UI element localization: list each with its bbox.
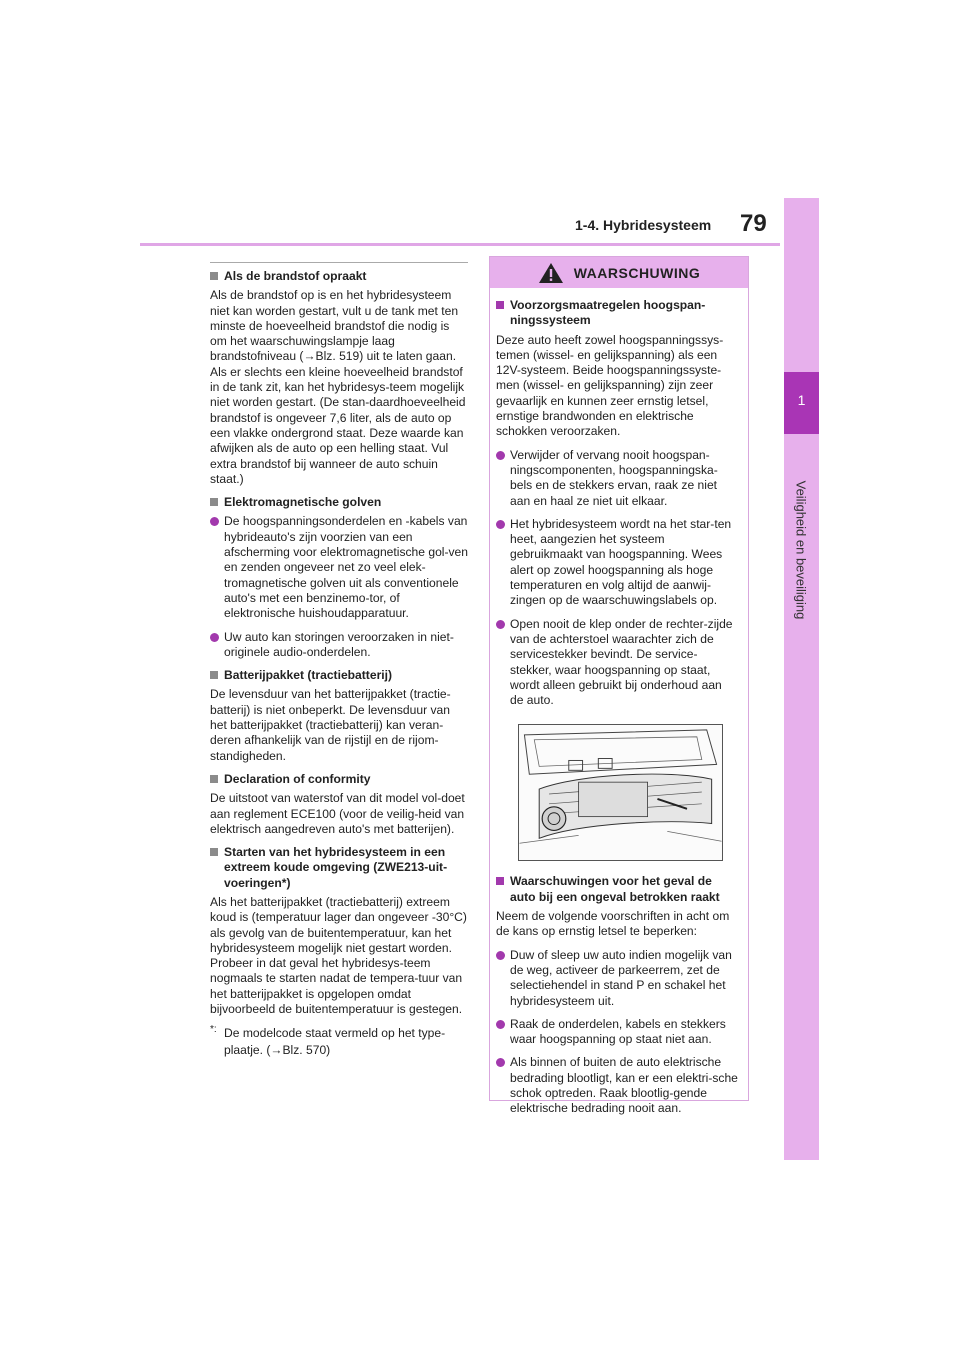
page-number: 79 xyxy=(740,210,767,237)
paragraph-cold-start: Als het batterijpakket (tractiebatterij) extreem koud is (temperatuur lager dan ongeveer -30°C) als gevolg van de buitentemperatuur, kan het hybridesysteem mogelijk niet gestart worden. Probeer in dat geval het hybridesys-teem nogmaals te starten nadat de tempera-tuur van het batterijpakket is opgelopen omdat bijvoorbeeld de buitentemperatuur is gestegen. xyxy=(210,894,467,1017)
chapter-number: 1 xyxy=(797,392,806,408)
warning-heading-accident: Waarschuwingen voor het geval de auto bij een ongeval betrokken raakt xyxy=(496,874,738,905)
heading-cold-start: Starten van het hybridesysteem in een extreem koude omgeving (ZWE213-uit-voeringen*) xyxy=(210,845,468,891)
section-title: 1-4. Hybridesysteem xyxy=(575,217,712,233)
bullet-em-1: De hoogspanningsonderdelen en -kabels van hybrideauto's zijn voorzien van een afscherming voor elektromagnetische gol-ven en zenden ongeveer net zo veel elek-tromagnetische golven uit als conventionele auto's met een benzinemo-tor, of elektronische huishoudapparatuur. xyxy=(210,514,468,621)
heading-em-waves: Elektromagnetische golven xyxy=(210,495,468,510)
paragraph-conformity: De uitstoot van waterstof van dit model vol-doet aan reglement ECE100 (voor de veilig-heid van elektrisch aangedreven auto's met batterijen). xyxy=(210,791,465,836)
heading-conformity: Declaration of conformity xyxy=(210,772,468,787)
header-rule xyxy=(140,243,780,246)
warning-box xyxy=(489,256,749,1116)
warning-bullet-4: Duw of sleep uw auto indien mogelijk van de weg, activeer de parkeerrem, zet de selectiehendel in stand P en schakel het hybridesysteem uit. xyxy=(496,948,738,1009)
warning-body xyxy=(490,288,748,1117)
column-top-rule xyxy=(210,262,468,263)
warning-bullet-2: Het hybridesysteem wordt na het star-ten heet, aangezien het systeem gebruikmaakt van hoogspanning. Wees alert op zowel hoogspanning als hoge temperaturen en volg altijd de aanwij-zingen op de waarschuwingslabels op. xyxy=(496,517,738,609)
battery-illustration xyxy=(518,724,723,861)
bullet-em-2: Uw auto kan storingen veroorzaken in niet-originele audio-onderdelen. xyxy=(210,630,468,661)
warning-bullet-3: Open nooit de klep onder de rechter-zijde van de achterstoel waarachter zich de servicestekker bevindt. De service-stekker, waar hoogspanning op staat, wordt alleen gebruikt bij onderhoud aan de auto. xyxy=(496,617,738,709)
warning-heading-hv: Voorzorgsmaatregelen hoogspan-ningssysteem xyxy=(496,298,738,329)
warning-triangle-icon xyxy=(538,262,564,284)
left-column xyxy=(210,262,468,1059)
footnote xyxy=(210,1025,468,1059)
warning-header xyxy=(490,257,748,288)
paragraph-battery: De levensduur van het batterijpakket (tractie-batterij) is niet onbeperkt. De levensduur van het batterijpakket (tractiebatterij) kan veran-deren afhankelijk van de rijstijl en de rijom-standigheden. xyxy=(210,687,451,763)
footnote-text: De modelcode staat vermeld op het type-plaatje. (→Blz. 570) xyxy=(224,1026,446,1058)
warning-paragraph-accident: Neem de volgende voorschriften in acht om de kans op ernstig letsel te beperken: xyxy=(496,909,730,939)
chapter-side-tab xyxy=(784,198,819,1160)
warning-paragraph-hv: Deze auto heeft zowel hoogspanningssys-temen (wissel- en gelijkspanning) als een 12V-systeem. Beide hoogspanningssyste-men (wissel- en gelijkspanning) zijn zeer gevaarlijk en kunnen zeer ernstig letsel, ernstige brandwonden en elektrische schokken veroorzaken. xyxy=(496,332,724,439)
heading-battery: Batterijpakket (tractiebatterij) xyxy=(210,668,468,683)
heading-fuel: Als de brandstof opraakt xyxy=(210,269,468,284)
footnote-mark: *: xyxy=(210,1024,217,1036)
chapter-label: Veiligheid en beveiliging xyxy=(793,480,809,620)
warning-bullet-1: Verwijder of vervang nooit hoogspan-ningscomponenten, hoogspanningska-bels en de stekkers ervan, raak ze niet aan en haal ze niet uit elkaar. xyxy=(496,448,738,509)
warning-title: WAARSCHUWING xyxy=(573,264,701,281)
warning-bullet-5: Raak de onderdelen, kabels en stekkers waar hoogspanning op staat niet aan. xyxy=(496,1017,738,1048)
paragraph-fuel: Als de brandstof op is en het hybridesysteem niet kan worden gestart, vult u de tank met ten minste de hoeveelheid brandstof die nodig is om het waarschuwingslampje laag brandstofniveau (→Blz. 519) uit te laten gaan. Als er slechts een kleine hoeveelheid brandstof in de tank zit, kan het hybridesys-teem mogelijk niet worden gestart. (De stan-daardhoeveelheid brandstof is ongeveer 7,6 liter, als de auto op een vlakke ondergrond staat. Deze waarde kan afwijken als de auto op een helling staat. Vul extra brandstof bij wanneer de auto schuin staat.) xyxy=(210,288,466,486)
warning-bullet-6: Als binnen of buiten de auto elektrische bedrading blootligt, kan er een elektri-sche schok optreden. Raak blootlig-gende elektrische bedrading nooit aan. xyxy=(496,1055,738,1116)
